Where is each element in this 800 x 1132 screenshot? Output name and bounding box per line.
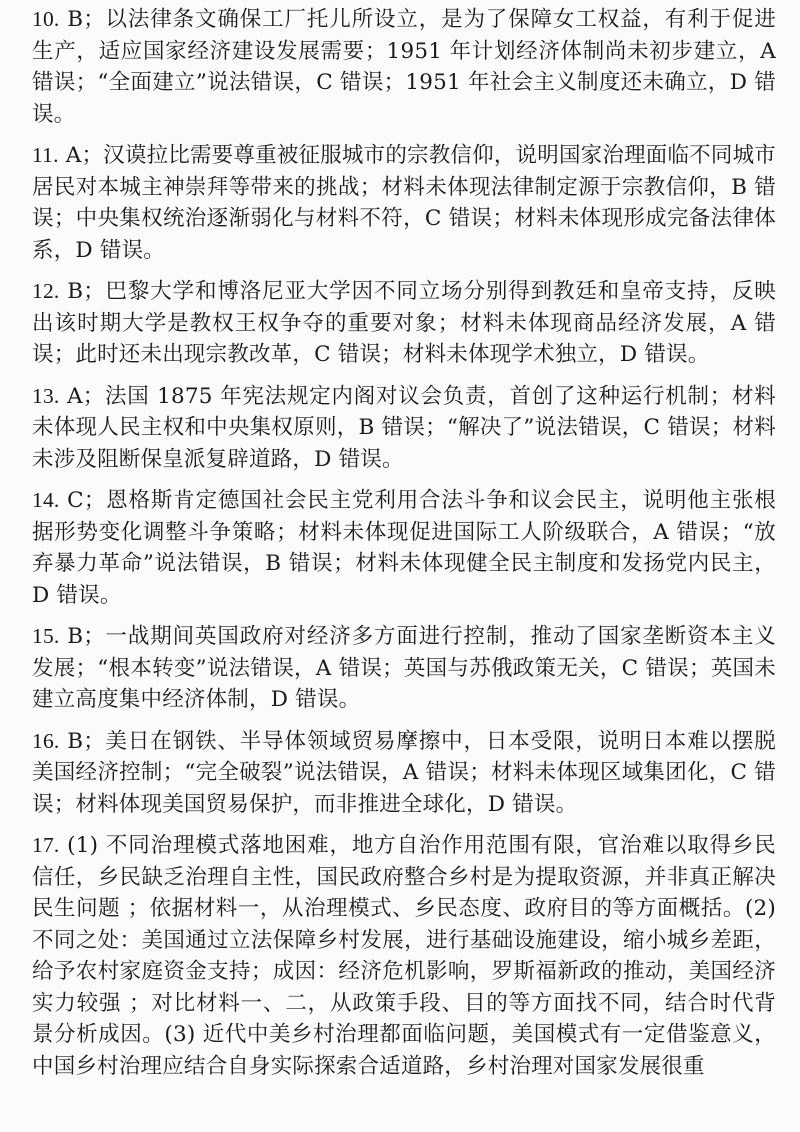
answer-16 [32,726,776,821]
answer-number: 16. [32,728,60,753]
answer-17 [32,830,776,1082]
answer-number: 13. [32,383,60,408]
answer-text: B；美日在钢铁、半导体领域贸易摩擦中，日本受限，说明日本难以摆脱美国经济控制；“完全破裂”说法错误，A 错误；材料未体现区域集团化，C 错误；材料体现美国贸易保护，而非推进全球化，D 错误。 [32,728,776,817]
answer-number: 12. [32,279,60,303]
answer-text: (1) 不同治理模式落地困难，地方自治作用范围有限，官治难以取得乡民信任，乡民缺乏治理自主性，国民政府整合乡村是为提取资源，并非真正解决民生问题 ；依据材料一，从治理模式、乡民态度、政府目的等方面概括。(2) 不同之处：美国通过立法保障乡村发展，进行基础设施建设，缩小城乡差距，给予农村家庭资金支持；成因：经济危机影响，罗斯福新政的推动，美国经济实力较强 ；对比材料一、二，从政策手段、目的等方面找不同，结合时代背景分析成因。(3) 近代中美乡村治理都面临问题，美国模式有一定借鉴意义，中国乡村治理应结合自身实际探索合适道路，乡村治理对国家发展很重 [32,833,776,1079]
answer-13 [32,381,776,476]
answer-number: 17. [32,833,60,857]
answer-10 [32,4,776,130]
answer-11 [32,140,776,266]
answer-number: 15. [32,624,60,648]
answer-text: C；恩格斯肯定德国社会民主党利用合法斗争和议会民主，说明他主张根据形势变化调整斗争策略；材料未体现促进国际工人阶级联合，A 错误；“放弃暴力革命”说法错误，B 错误；材料未体现健全民主制度和发扬党内民主，D 错误。 [32,488,776,608]
answer-number: 11. [32,143,59,167]
answer-number: 10. [32,7,60,31]
answer-text: B；巴黎大学和博洛尼亚大学因不同立场分别得到教廷和皇帝支持，反映出该时期大学是教权王权争夺的重要对象；材料未体现商品经济发展，A 错误；此时还未出现宗教改革，C 错误；材料未体现学术独立，D 错误。 [32,279,776,367]
answer-number: 14. [32,488,60,512]
answer-12 [32,276,776,371]
answer-text: B；以法律条文确保工厂托儿所设立，是为了保障女工权益，有利于促进生产，适应国家经济建设发展需要；1951 年计划经济体制尚未初步建立，A 错误；“全面建立”说法错误，C 错误；1951 年社会主义制度还未确立，D 错误。 [32,7,776,127]
answer-text: A；汉谟拉比需要尊重被征服城市的宗教信仰，说明国家治理面临不同城市居民对本城主神崇拜等带来的挑战；材料未体现法律制定源于宗教信仰，B 错误；中央集权统治逐渐弱化与材料不符，C 错误；材料未体现形成完备法律体系，D 错误。 [32,143,776,263]
answer-text: A；法国 1875 年宪法规定内阁对议会负责，首创了这种运行机制；材料未体现人民主权和中央集权原则，B 错误；“解决了”说法错误，C 错误；材料未涉及阻断保皇派复辟道路，D 错误。 [32,383,776,472]
answer-15 [32,621,776,716]
answer-14 [32,485,776,611]
answer-text: B；一战期间英国政府对经济多方面进行控制，推动了国家垄断资本主义发展；“根本转变”说法错误，A 错误；英国与苏俄政策无关，C 错误；英国未建立高度集中经济体制，D 错误。 [32,624,776,712]
